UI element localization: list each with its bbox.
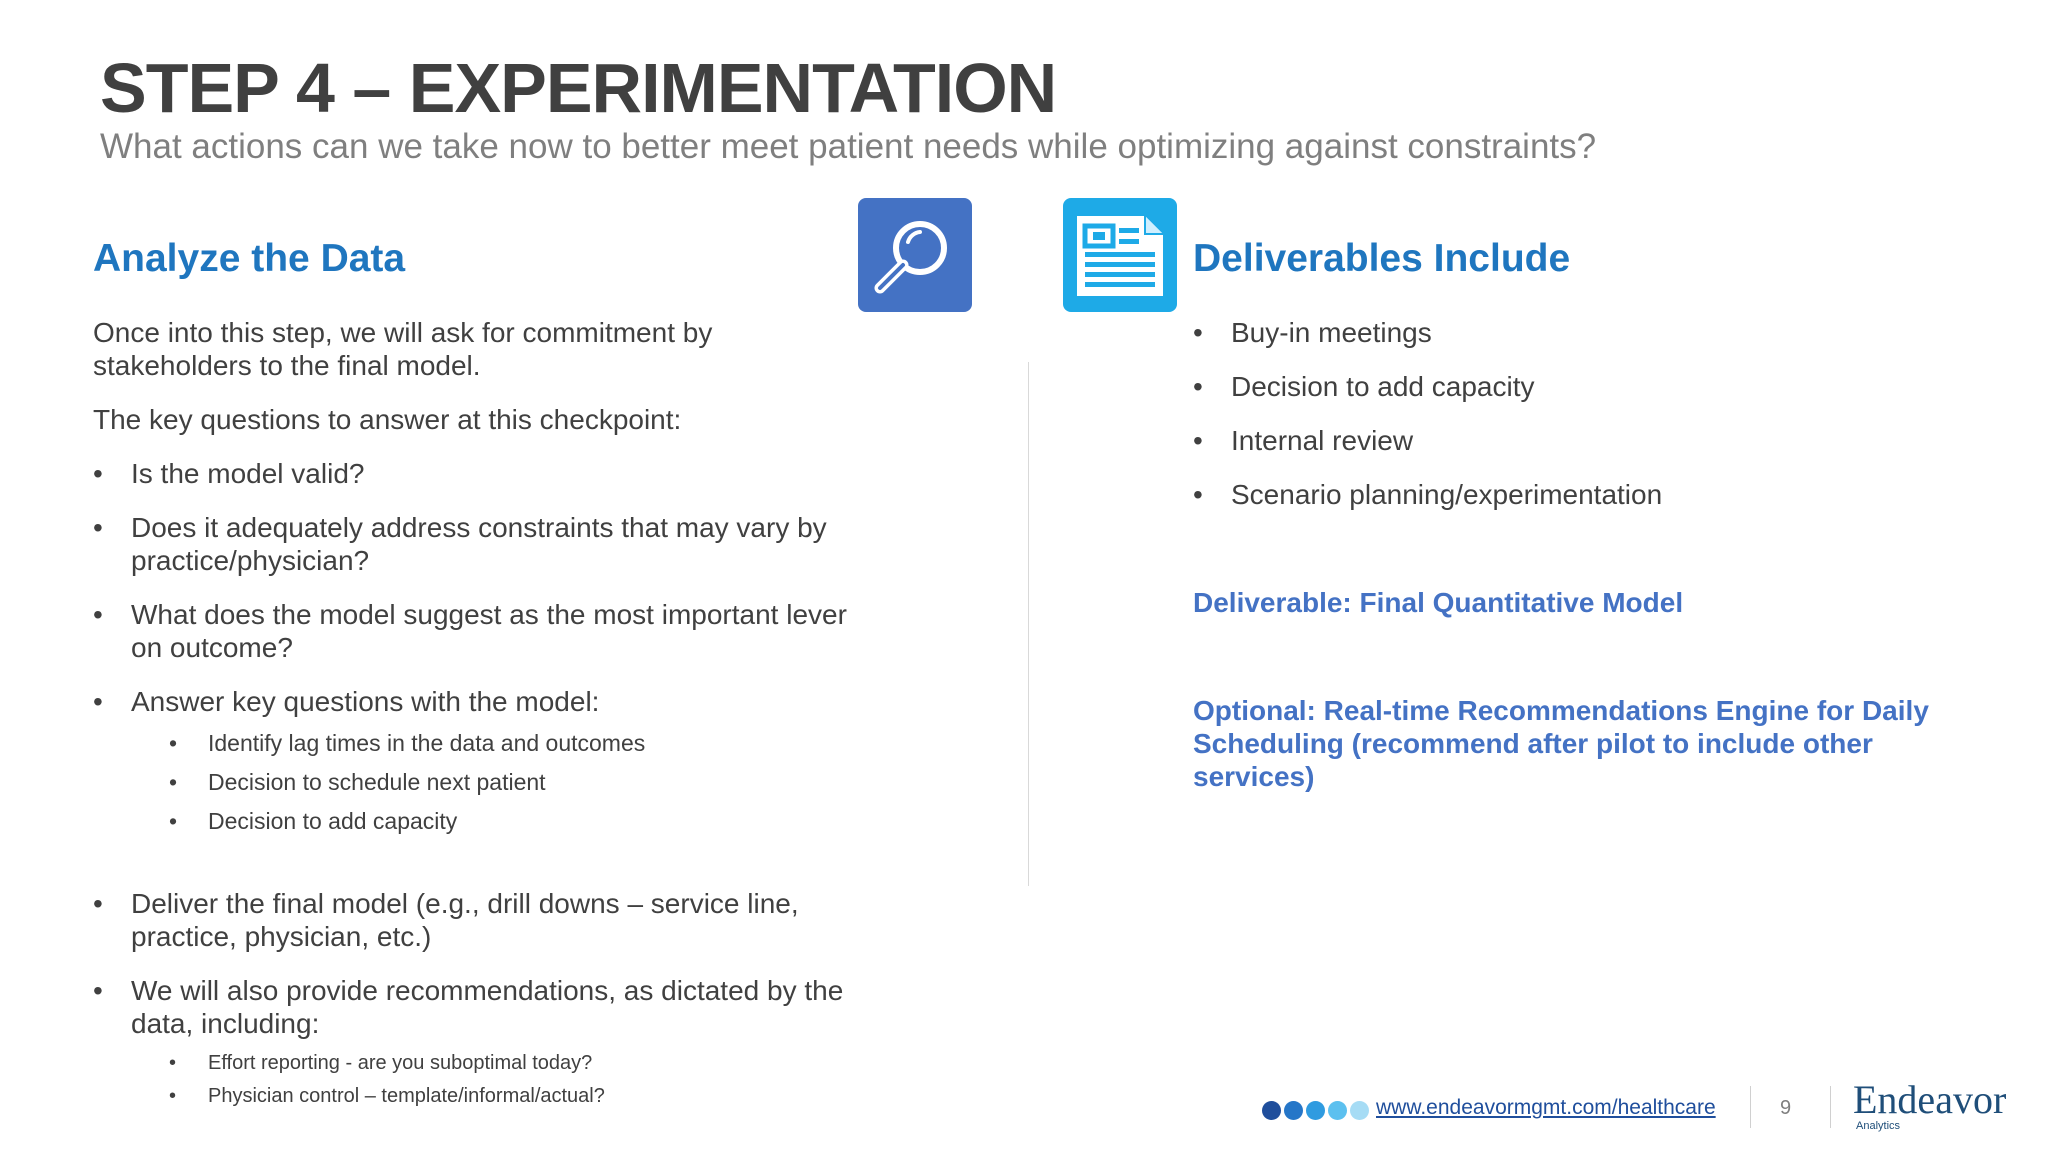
list-item: • Deliver the final model (e.g., drill downs – service line, practice, physician, etc.): [93, 888, 799, 952]
magnifier-icon: [858, 198, 972, 312]
document-icon: [1063, 198, 1177, 312]
slide-title: STEP 4 – EXPERIMENTATION: [100, 49, 1057, 127]
deliverable-optional: Optional: Real-time Recommendations Engine for Daily Scheduling (recommend after pilot to include other services): [1193, 695, 1929, 792]
sub-list-item: • Decision to schedule next patient: [169, 769, 546, 795]
sub-list-item: • Decision to add capacity: [169, 808, 458, 834]
endeavor-logo: Endeavor: [1853, 1077, 2007, 1122]
deliverables-heading: Deliverables Include: [1193, 237, 1571, 280]
list-item: • Is the model valid?: [93, 458, 365, 489]
page-number: 9: [1780, 1097, 1792, 1119]
list-item: • Scenario planning/experimentation: [1193, 479, 1663, 510]
column-divider: [1028, 362, 1029, 886]
analyze-content: [93, 316, 853, 1121]
slide-subtitle: What actions can we take now to better meet patient needs while optimizing against constraints?: [100, 127, 1597, 166]
footer-separator: [1750, 1086, 1751, 1128]
key-questions-label: The key questions to answer at this checkpoint:: [93, 404, 682, 435]
list-item: • Buy-in meetings: [1193, 317, 1432, 348]
sub-list-item: • Effort reporting - are you suboptimal today?: [169, 1052, 593, 1074]
list-item: • Does it adequately address constraints that may vary by practice/physician?: [93, 512, 827, 576]
list-item: • Decision to add capacity: [1193, 371, 1535, 402]
footer-dot: [1262, 1101, 1281, 1120]
sub-list-item: • Physician control – template/informal/actual?: [169, 1085, 605, 1107]
intro-text: Once into this step, we will ask for commitment by stakeholders to the final model.: [93, 317, 713, 381]
deliverable-final: Deliverable: Final Quantitative Model: [1193, 587, 1684, 618]
deliverables-list: [1193, 316, 1953, 532]
analyze-heading: Analyze the Data: [93, 237, 406, 280]
recommendation-sub-list: [93, 1052, 853, 1108]
sub-list-item: • Identify lag times in the data and outcomes: [169, 730, 646, 756]
answer-sub-list: [93, 730, 853, 834]
list-item: • What does the model suggest as the most important lever on outcome?: [93, 599, 847, 663]
footer-dots: [1262, 1100, 1369, 1120]
footer-separator: [1830, 1086, 1831, 1128]
list-item: • Internal review: [1193, 425, 1414, 456]
list-item: • We will also provide recommendations, as dictated by the data, including:: [93, 975, 844, 1039]
footer-dot: [1284, 1101, 1303, 1120]
footer-dot: [1328, 1101, 1347, 1120]
website-link[interactable]: www.endeavormgmt.com/healthcare: [1376, 1096, 1716, 1119]
list-item: • Answer key questions with the model:: [93, 686, 600, 717]
footer-dot: [1350, 1101, 1369, 1120]
footer-dot: [1306, 1101, 1325, 1120]
endeavor-logo-sub: Analytics: [1856, 1120, 1901, 1132]
